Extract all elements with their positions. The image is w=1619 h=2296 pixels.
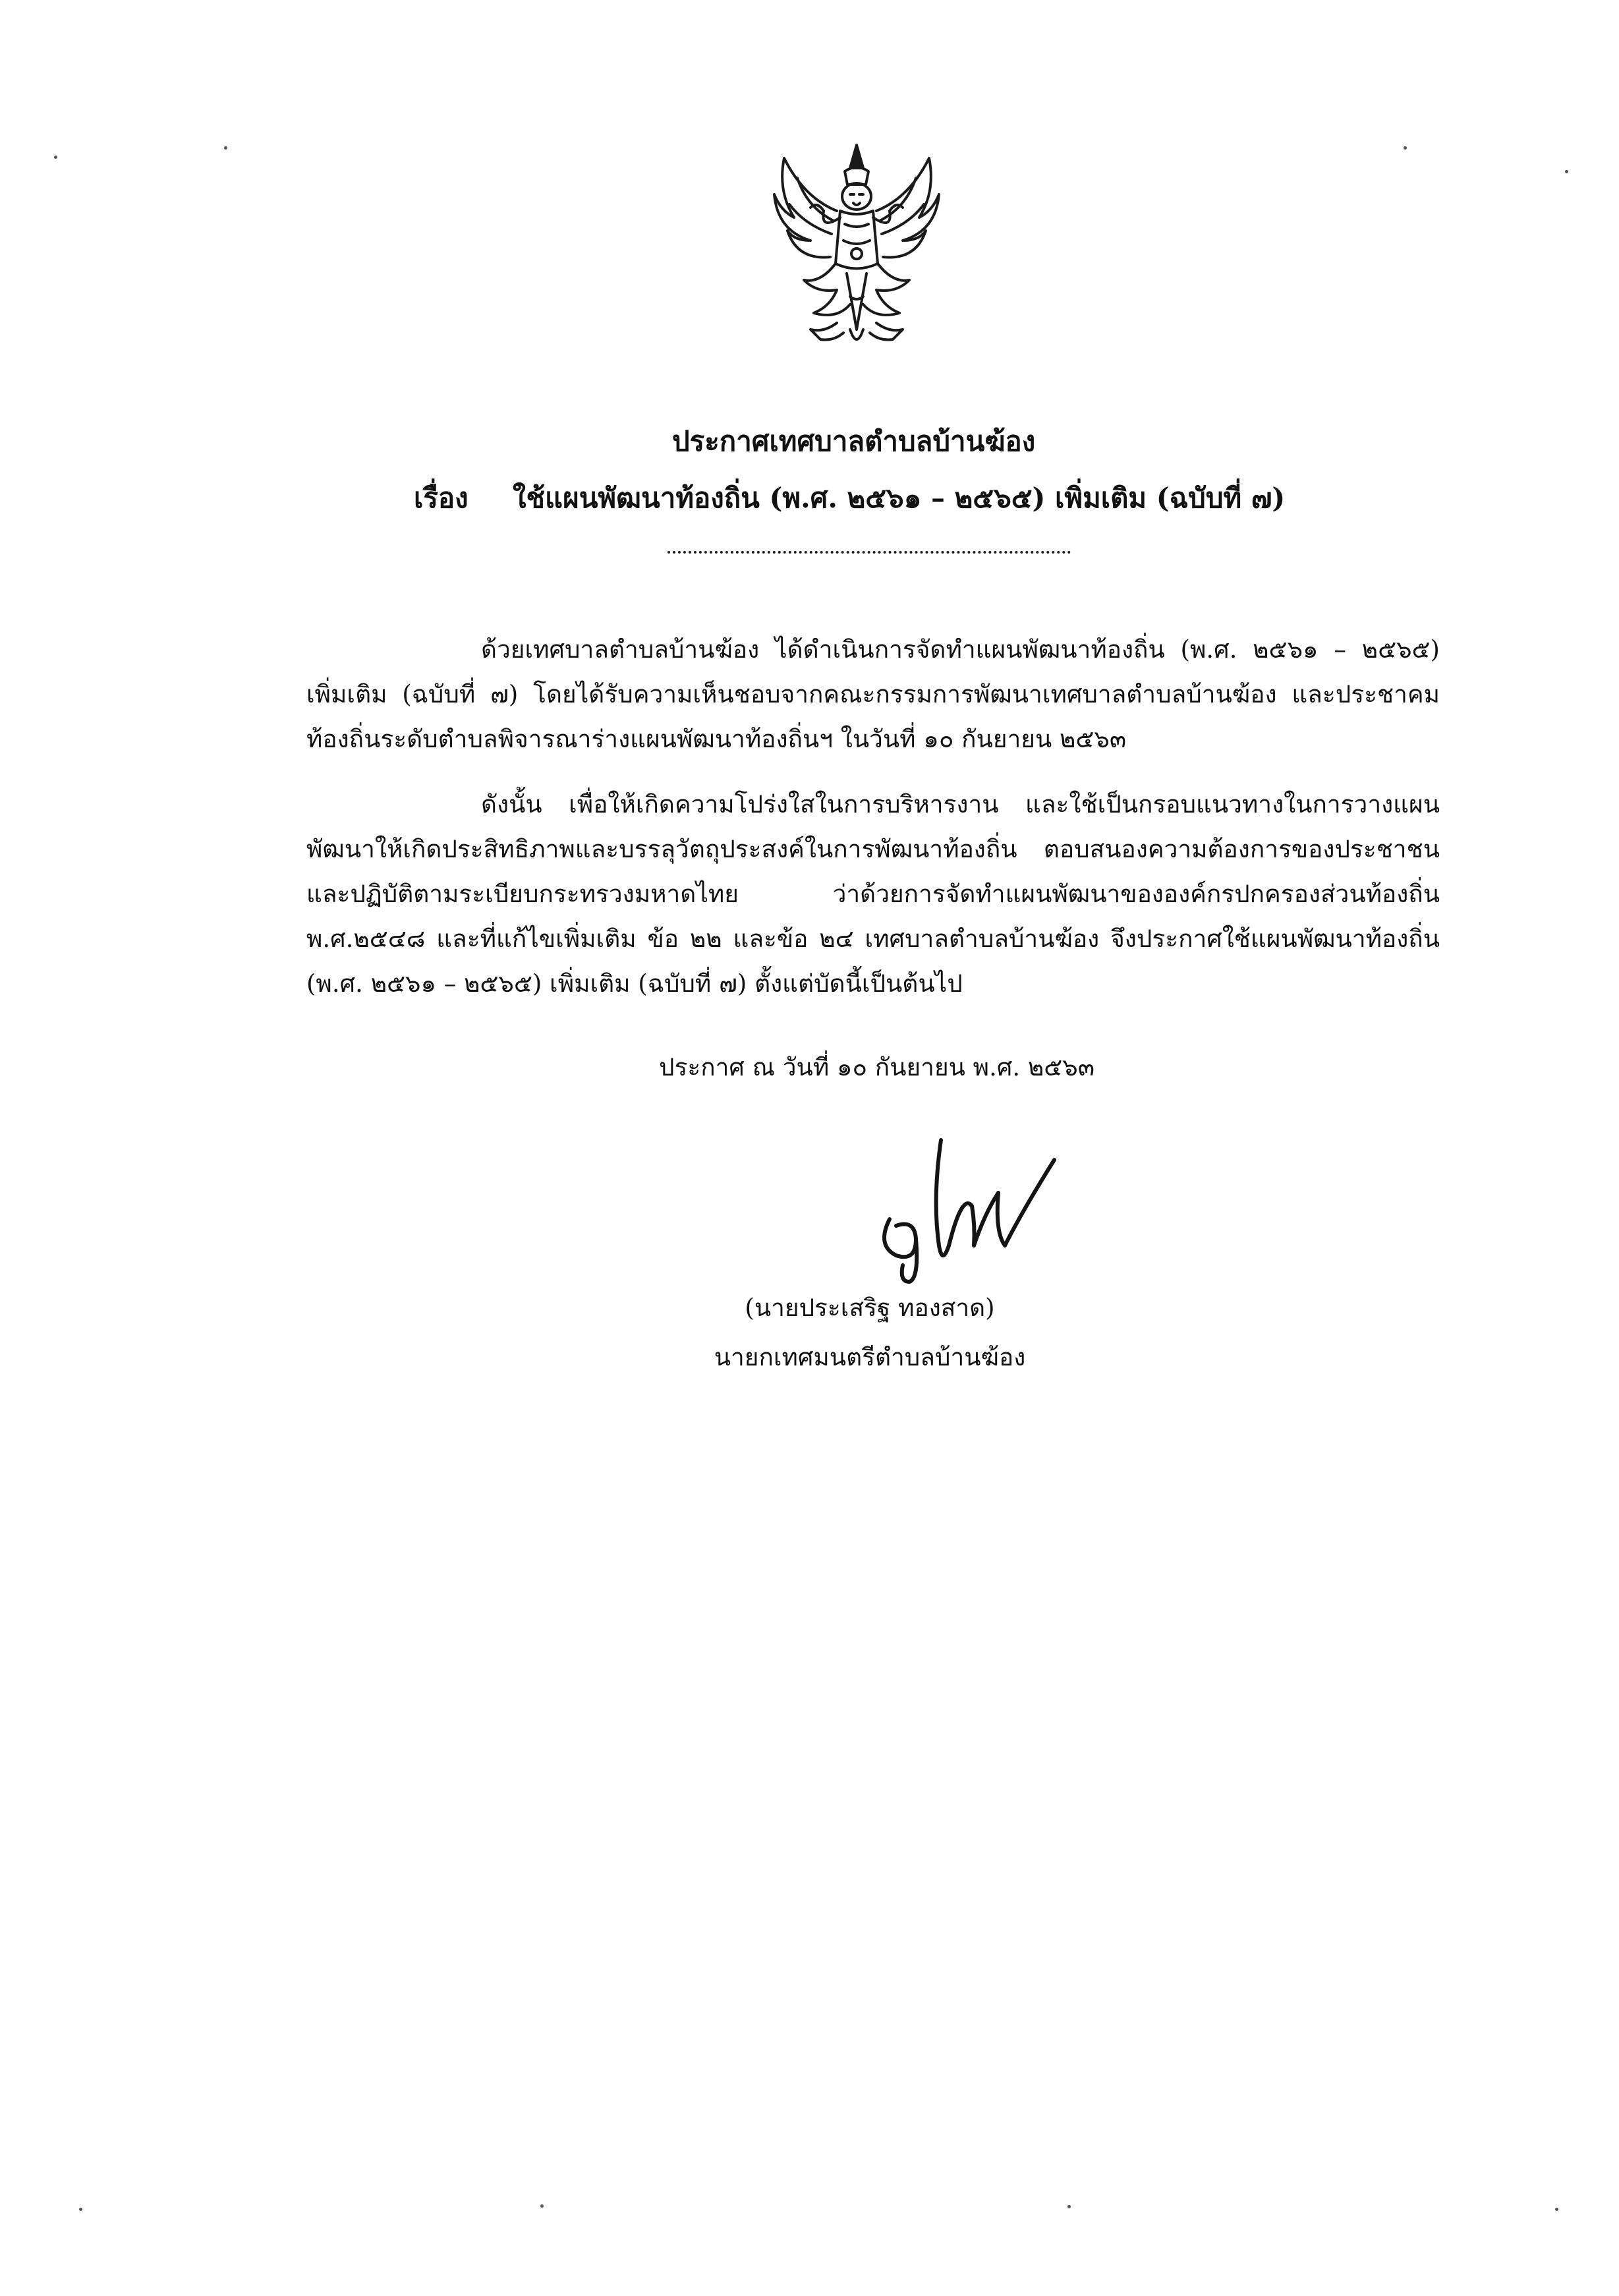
signer-name: (นายประเสริฐ ทองสาด) bbox=[745, 1294, 995, 1322]
scan-speck bbox=[1067, 2205, 1071, 2208]
body-paragraph-1: ด้วยเทศบาลตำบลบ้านฆ้อง ได้ดำเนินการจัดทำแผนพัฒนาท้องถิ่น (พ.ศ. ๒๕๖๑ – ๒๕๖๕) เพิ่มเติม (ฉบับที่ ๗) โดยได้รับความเห็นชอบจากคณะกรรมการพัฒนาเทศบาลตำบลบ้านฆ้อง และประชาคมท้องถิ่นระดับตำบลพิจารณาร่างแผนพัฒนาท้องถิ่นฯ ในวันที่ ๑๐ กันยายน ๒๕๖๓ bbox=[306, 635, 1440, 753]
announcement-subject-line bbox=[414, 478, 1285, 518]
scan-speck bbox=[1565, 170, 1568, 173]
signer-position: นายกเทศมนตรีตำบลบ้านฆ้อง bbox=[714, 1343, 1026, 1371]
scan-speck bbox=[1555, 2208, 1558, 2211]
announcement-date: ประกาศ ณ วันที่ ๑๐ กันยายน พ.ศ. ๒๕๖๓ bbox=[659, 1053, 1095, 1081]
scan-speck bbox=[54, 156, 57, 159]
subject-label: เรื่อง bbox=[414, 482, 469, 514]
handwritten-signature bbox=[863, 1114, 1074, 1298]
scan-speck bbox=[79, 2208, 82, 2211]
dotted-separator bbox=[667, 551, 1071, 554]
subject-text: ใช้แผนพัฒนาท้องถิ่น (พ.ศ. ๒๕๖๑ – ๒๕๖๕) เพิ่มเติม (ฉบับที่ ๗) bbox=[513, 482, 1286, 514]
scan-speck bbox=[1404, 146, 1407, 150]
scan-speck bbox=[224, 146, 227, 150]
body-paragraph-2: ดังนั้น เพื่อให้เกิดความโปร่งใสในการบริหารงาน และใช้เป็นกรอบแนวทางในการวางแผนพัฒนาให้เกิดประสิทธิภาพและบรรลุวัตถุประสงค์ในการพัฒนาท้องถิ่น ตอบสนองความต้องการของประชาชน และปฏิบัติตามระเบียบกระทรวงมหาดไทย ว่าด้วยการจัดทำแผนพัฒนาขององค์กรปกครองส่วนท้องถิ่น พ.ศ.๒๕๔๘ และที่แก้ไขเพิ่มเติม ข้อ ๒๒ และข้อ ๒๔ เทศบาลตำบลบ้านฆ้อง จึงประกาศใช้แผนพัฒนาท้องถิ่น (พ.ศ. ๒๕๖๑ – ๒๕๖๕) เพิ่มเติม (ฉบับที่ ๗) ตั้งแต่บัดนี้เป็นต้นไป bbox=[306, 790, 1440, 998]
scan-speck bbox=[540, 2204, 544, 2208]
garuda-emblem-icon bbox=[758, 132, 955, 362]
announcement-title: ประกาศเทศบาลตำบลบ้านฆ้อง bbox=[672, 425, 1036, 457]
